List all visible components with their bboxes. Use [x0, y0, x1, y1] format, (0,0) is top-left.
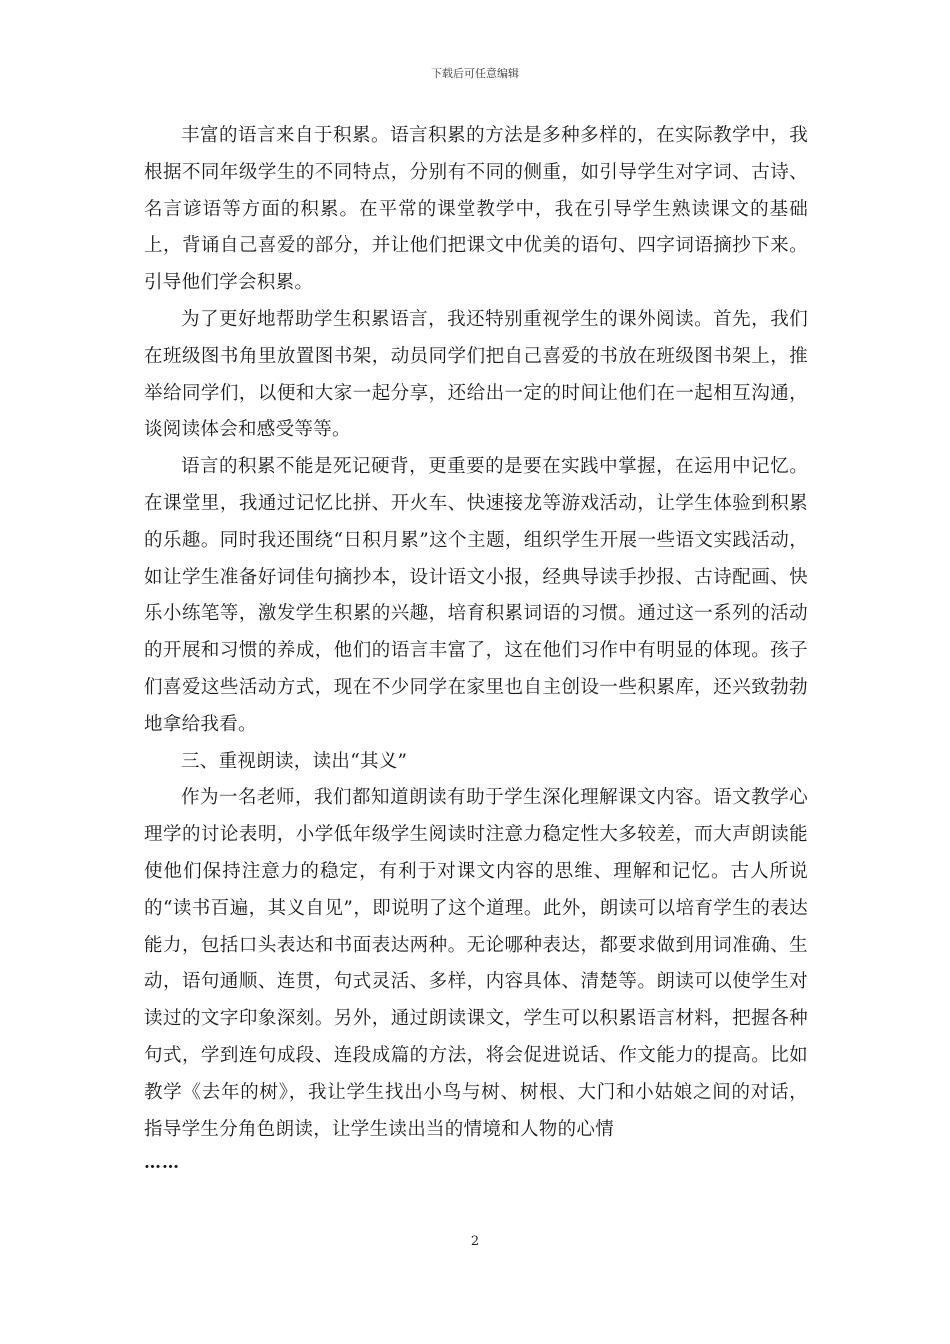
paragraph-accumulation-methods: 丰富的语言来自于积累。语言积累的方法是多种多样的，在实际教学中，我根据不同年级学生的不同特点，分别有不同的侧重，如引导学生对字词、古诗、名言谚语等方面的积累。在平常的课堂教学中，我在引导学生熟读课文的基础上，背诵自己喜爱的部分，并让他们把课文中优美的语句、四字词语摘抄下来。引导他们学会积累。	[144, 125, 808, 294]
ellipsis: ……	[144, 1153, 180, 1174]
paragraph-reading-aloud: 作为一名老师，我们都知道朗读有助于学生深化理解课文内容。语文教学心理学的讨论表明，小学低年级学生阅读时注意力稳定性大多较差，而大声朗读能使他们保持注意力的稳定，有利于对课文内容的思维、理解和记忆。古人所说的“读书百遍，其义自见”，即说明了这个道理。此外，朗读可以培育学生的表达能力，包括口头表达和书面表达两种。无论哪种表达，都要求做到用词准确、生动，语句通顺、连贯，句式灵活、多样，内容具体、清楚等。朗读可以使学生对读过的文字印象深刻。另外，通过朗读课文，学生可以积累语言材料，把握各种句式，学到连句成段、连段成篇的方法，将会促进说话、作文能力的提高。比如教学《去年的树》，我让学生找出小鸟与树、树根、大门和小姑娘之间的对话，指导学生分角色朗读，让学生读出当的情境和人物的心情	[144, 787, 808, 1140]
page-number: 2	[470, 1234, 480, 1249]
page-header: 下载后可任意编辑	[431, 67, 519, 80]
paragraph-extracurricular-reading: 为了更好地帮助学生积累语言，我还特别重视学生的课外阅读。首先，我们在班级图书角里放置图书架，动员同学们把自己喜爱的书放在班级图书架上，推举给同学们，以便和大家一起分享，还给出一定的时间让他们在一起相互沟通，谈阅读体会和感受等等。	[144, 308, 808, 441]
paragraph-practice-activities: 语言的积累不能是死记硬背，更重要的是要在实践中掌握，在运用中记忆。在课堂里，我通过记忆比拼、开火车、快速接龙等游戏活动，让学生体验到积累的乐趣。同时我还围绕“日积月累”这个主题，组织学生开展一些语文实践活动，如让学生准备好词佳句摘抄本，设计语文小报，经典导读手抄报、古诗配画、快乐小练笔等，激发学生积累的兴趣，培育积累词语的习惯。通过这一系列的活动的开展和习惯的养成，他们的语言丰富了，这在他们习作中有明显的体现。孩子们喜爱这些活动方式，现在不少同学在家里也自主创设一些积累库，还兴致勃勃地拿给我看。	[144, 456, 808, 735]
section-heading-reading-aloud: 三、重视朗读，读出“其义”	[181, 750, 408, 772]
document-body	[144, 118, 808, 1178]
